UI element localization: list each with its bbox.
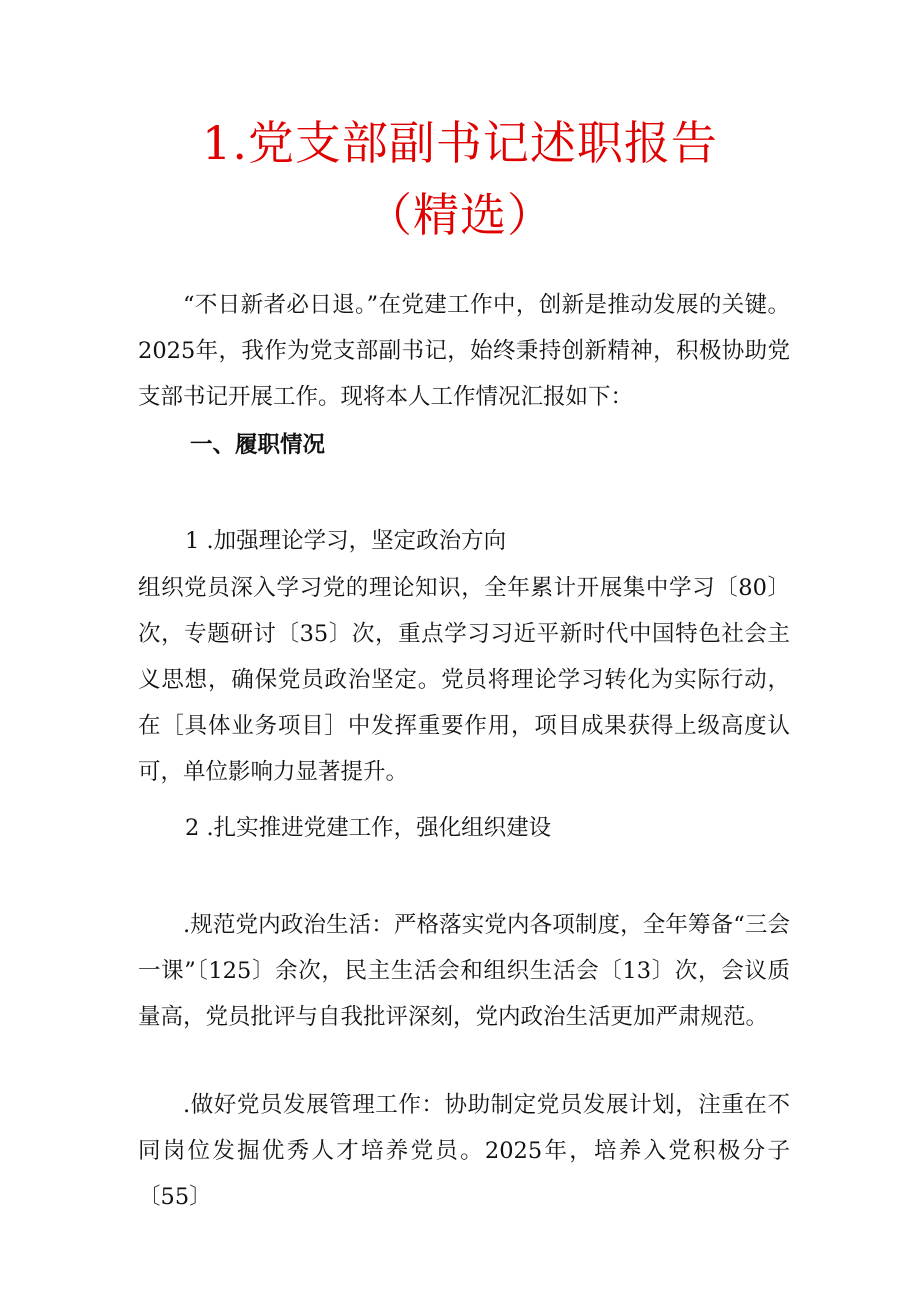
section-heading: 一、履职情况 — [190, 432, 326, 458]
document-title-subtitle: （精选） — [366, 188, 554, 242]
sub-item-paragraph-1: .规范党内政治生活：严格落实党内各项制度，全年筹备“三会一课”〔125〕余次，民主生活会和组织生活会〔13〕次，会议质量高，党员批评与自我批评深刻，党内政治生活更加严肃规范。 — [138, 912, 790, 1030]
item-heading-2: 2 .扎实推进党建工作，强化组织建设 — [185, 815, 552, 841]
document-title: 1.党支部副书记述职报告 — [202, 116, 718, 170]
intro-paragraph: “不日新者必日退。”在党建工作中，创新是推动发展的关键。2025年，我作为党支部副书记，始终秉持创新精神，积极协助党支部书记开展工作。现将本人工作情况汇报如下： — [138, 292, 790, 410]
item-body-1: 组织党员深入学习党的理论知识，全年累计开展集中学习〔80〕次，专题研讨〔35〕次，重点学习习近平新时代中国特色社会主义思想，确保党员政治坚定。党员将理论学习转化为实际行动，在［具体业务项目］中发挥重要作用，项目成果获得上级高度认可，单位影响力显著提升。 — [138, 575, 790, 785]
sub-item-paragraph-2: .做好党员发展管理工作：协助制定党员发展计划，注重在不同岗位发掘优秀人才培养党员。2025年，培养入党积极分子〔55〕 — [138, 1092, 790, 1210]
item-heading-1: 1 .加强理论学习，坚定政治方向 — [185, 528, 507, 554]
